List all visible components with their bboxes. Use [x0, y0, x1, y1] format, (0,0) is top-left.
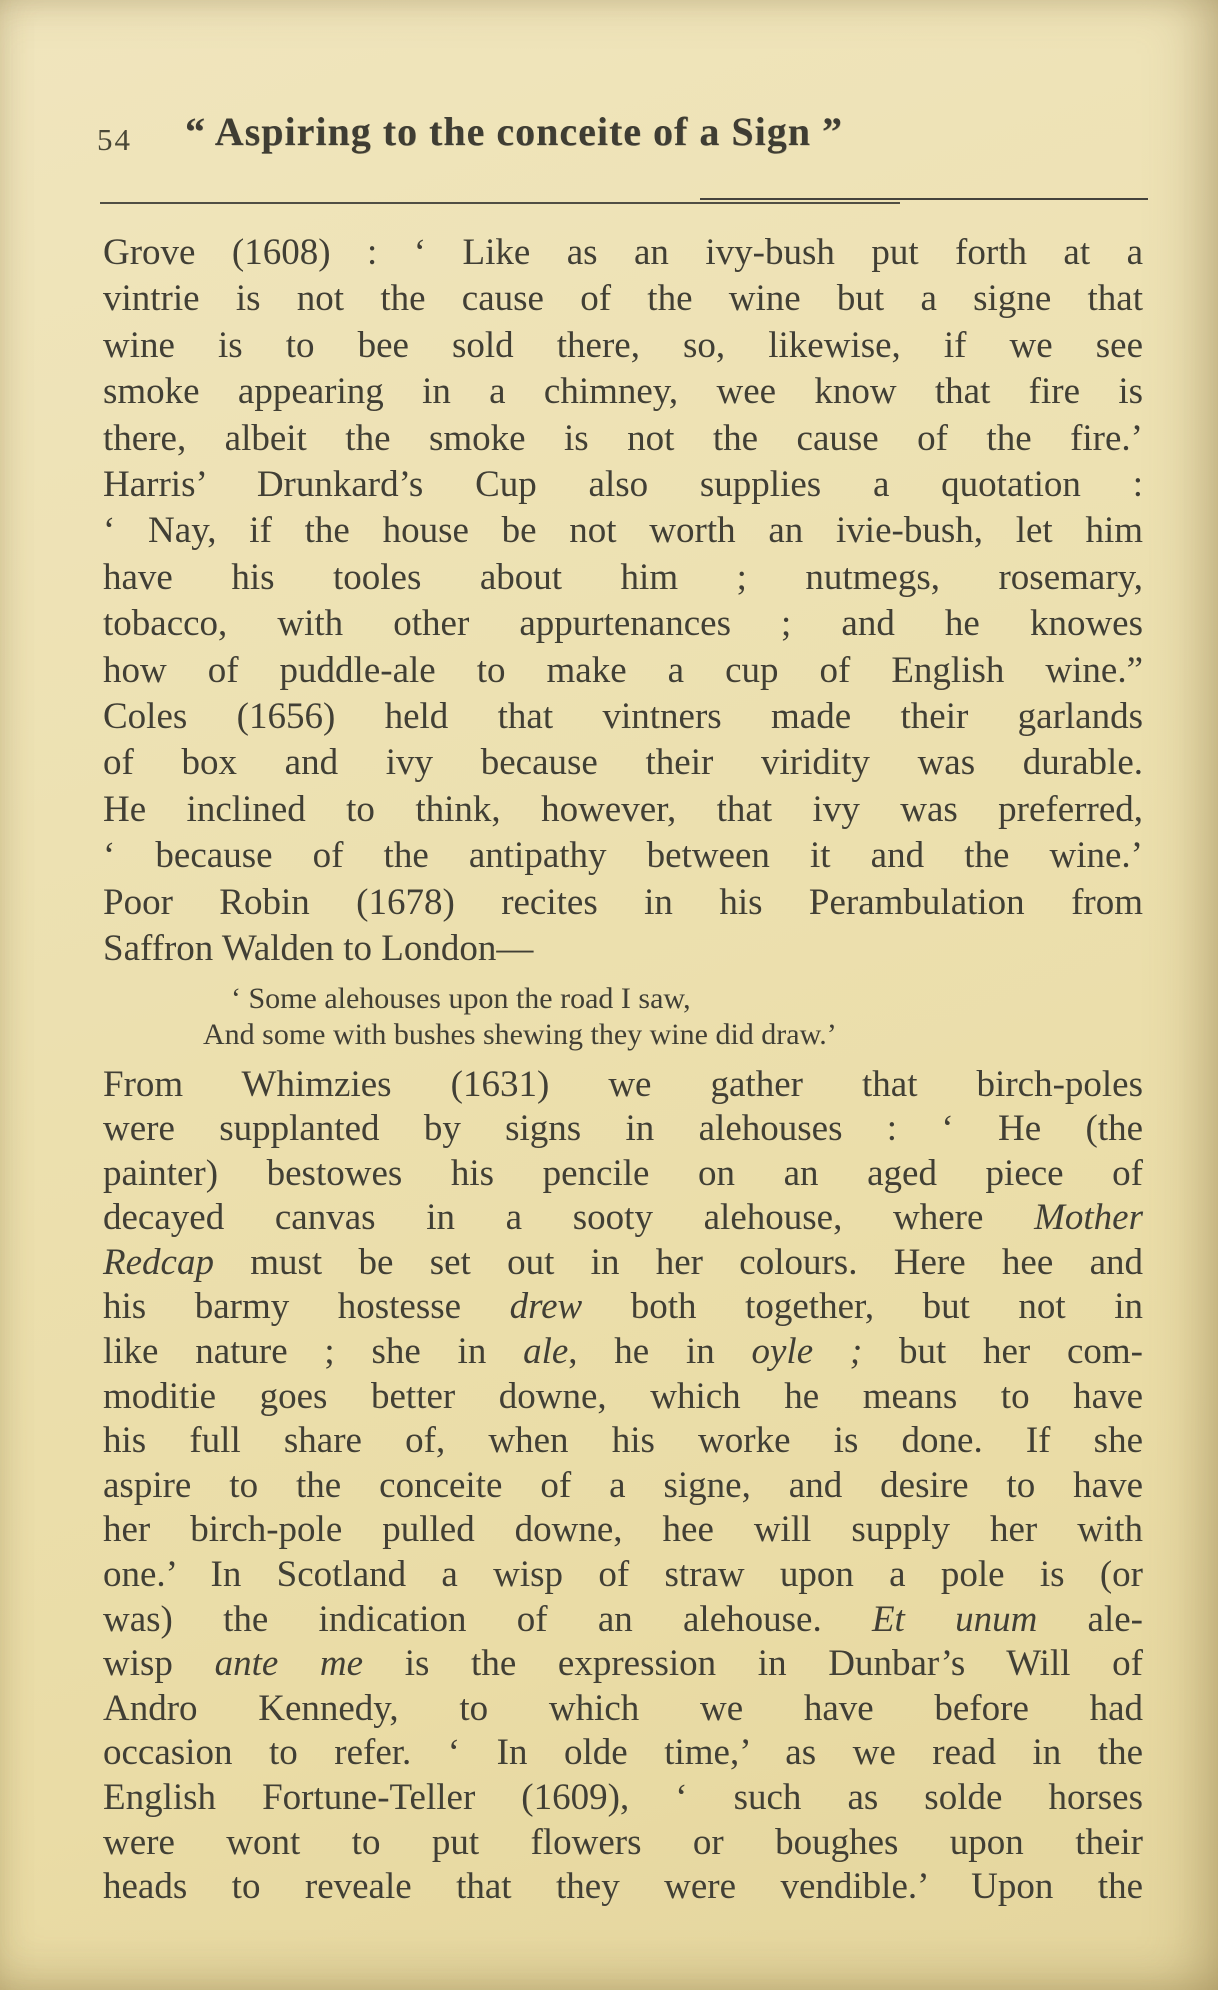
- text-segment: He inclined to think, however, that ivy was preferred,: [103, 788, 1143, 830]
- text-block: [103, 230, 1143, 1910]
- text-line: [103, 926, 1143, 972]
- text-segment: English Fortune-Teller (1609), ‘ such as solde horses: [103, 1777, 1143, 1818]
- text-line: [103, 1865, 1143, 1910]
- text-line: [103, 648, 1143, 694]
- verse-quote: [103, 981, 1143, 1053]
- text-line: [103, 1821, 1143, 1866]
- italic-text: Et unum: [871, 1598, 1038, 1640]
- text-line: [103, 230, 1143, 276]
- text-line: [103, 787, 1143, 833]
- paragraph-whimzies: [103, 1063, 1143, 1910]
- text-segment: Coles (1656) held that vintners made their garlands: [103, 696, 1143, 738]
- text-segment: both together, but not in: [582, 1286, 1143, 1328]
- text-line: [103, 1464, 1143, 1509]
- text-segment: ‘ because of the antipathy between it and the wine.’: [103, 835, 1143, 877]
- text-segment: have his tooles about him ; nutmegs, rosemary,: [103, 556, 1143, 598]
- header-rule: [100, 202, 900, 204]
- text-line: [103, 1285, 1143, 1330]
- text-line: [103, 1642, 1143, 1687]
- text-segment: heads to reveale that they were vendible.’ Upon the: [103, 1866, 1143, 1908]
- text-line: [103, 1419, 1143, 1464]
- text-line: [103, 555, 1143, 601]
- text-segment: smoke appearing in a chimney, wee know that fire is: [103, 371, 1143, 413]
- text-segment: occasion to refer. ‘ In olde time,’ as we read in the: [103, 1732, 1143, 1774]
- text-segment: ‘ Nay, if the house be not worth an ivie-bush, let him: [103, 510, 1143, 552]
- text-line: [103, 740, 1143, 786]
- text-segment: vintrie is not the cause of the wine but a signe that: [103, 278, 1143, 320]
- text-segment: like nature ; she in: [103, 1331, 524, 1373]
- text-segment: Andro Kennedy, to which we have before had: [103, 1687, 1143, 1729]
- text-line: [103, 1731, 1143, 1776]
- text-line: [103, 880, 1143, 926]
- text-line: [103, 508, 1143, 554]
- text-segment: there, albeit the smoke is not the cause of the fire.’: [103, 417, 1143, 459]
- text-line: [103, 1063, 1143, 1108]
- paragraph-grove: [103, 230, 1143, 973]
- text-line: [103, 369, 1143, 415]
- italic-text: ante me: [214, 1643, 364, 1685]
- text-line: [103, 1017, 1143, 1053]
- text-segment: his barmy hostesse: [103, 1286, 510, 1328]
- text-segment: is the expression in Dunbar’s Will of: [363, 1643, 1143, 1685]
- text-segment: Saffron Walden to London—: [103, 928, 534, 970]
- text-segment: was) the indication of an alehouse.: [103, 1598, 872, 1640]
- text-segment: And some with bushes shewing they wine did draw.’: [203, 1017, 837, 1051]
- header-rule-overlap: [700, 198, 1148, 200]
- text-segment: wine is to bee sold there, so, likewise, if we see: [103, 324, 1143, 366]
- text-segment: one.’ In Scotland a wisp of straw upon a pole is (or: [103, 1554, 1143, 1596]
- running-head: “ Aspiring to the conceite of a Sign ”: [185, 109, 843, 154]
- page-header: [97, 108, 1143, 168]
- text-segment: of box and ivy because their viridity was durable.: [103, 742, 1143, 784]
- text-segment: moditie goes better downe, which he means to have: [103, 1375, 1143, 1417]
- text-segment: how of puddle-ale to make a cup of English wine.”: [103, 649, 1143, 691]
- text-line: [103, 1508, 1143, 1553]
- italic-text: ale: [523, 1331, 569, 1373]
- text-segment: ale-: [1037, 1598, 1144, 1640]
- text-line: [103, 1776, 1143, 1821]
- text-line: [103, 1107, 1143, 1152]
- text-line: [103, 1687, 1143, 1732]
- text-line: [103, 276, 1143, 322]
- text-segment: , he in: [568, 1331, 752, 1373]
- text-segment: aspire to the conceite of a signe, and desire to have: [103, 1464, 1143, 1506]
- text-line: [103, 1553, 1143, 1598]
- text-segment: Grove (1608) : ‘ Like as an ivy-bush put forth at a: [103, 232, 1143, 273]
- text-segment: wisp: [103, 1643, 215, 1685]
- text-line: [103, 1241, 1143, 1286]
- text-line: [103, 601, 1143, 647]
- italic-text: oyle ;: [751, 1331, 863, 1373]
- text-line: [103, 981, 1143, 1017]
- text-line: [103, 1196, 1143, 1241]
- text-segment: his full share of, when his worke is done. If she: [103, 1420, 1143, 1462]
- text-segment: but her com-: [862, 1331, 1144, 1373]
- page-number: 54: [97, 122, 132, 157]
- text-line: [103, 1375, 1143, 1420]
- text-line: [103, 323, 1143, 369]
- text-segment: were supplanted by signs in alehouses : ‘ He (the: [103, 1108, 1143, 1150]
- text-line: [103, 1598, 1143, 1643]
- text-line: [103, 833, 1143, 879]
- italic-text: Redcap: [103, 1241, 214, 1283]
- text-segment: painter) bestowes his pencile on an aged piece of: [103, 1152, 1143, 1194]
- text-segment: were wont to put flowers or boughes upon their: [103, 1821, 1143, 1863]
- text-segment: Harris’ Drunkard’s Cup also supplies a quotation :: [103, 464, 1143, 506]
- text-segment: From Whimzies (1631) we gather that birch-poles: [103, 1063, 1143, 1105]
- italic-text: drew: [509, 1286, 583, 1328]
- text-segment: her birch-pole pulled downe, hee will supply her with: [103, 1509, 1143, 1551]
- text-line: [103, 462, 1143, 508]
- text-segment: decayed canvas in a sooty alehouse, where: [103, 1197, 1035, 1239]
- text-segment: must be set out in her colours. Here hee and: [213, 1241, 1143, 1283]
- text-line: [103, 416, 1143, 462]
- text-line: [103, 1152, 1143, 1197]
- text-segment: tobacco, with other appurtenances ; and he knowes: [103, 603, 1143, 645]
- text-line: [103, 1330, 1143, 1375]
- text-segment: Poor Robin (1678) recites in his Perambulation from: [103, 881, 1143, 923]
- text-line: [103, 694, 1143, 740]
- italic-text: Mother: [1034, 1197, 1143, 1239]
- text-segment: ‘ Some alehouses upon the road I saw,: [231, 981, 691, 1015]
